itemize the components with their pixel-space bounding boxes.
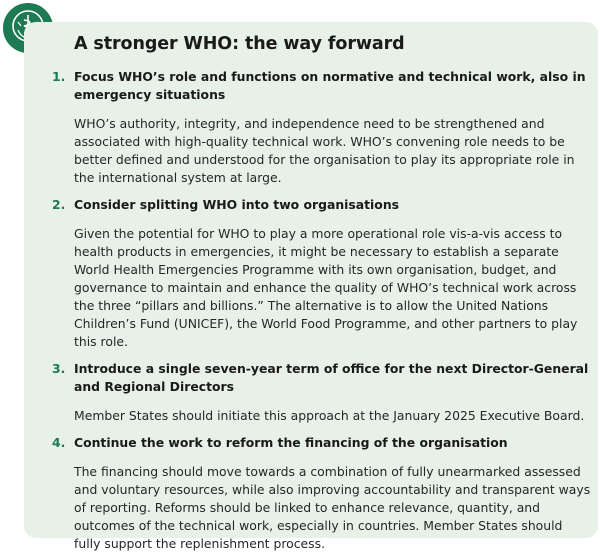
item-body: Member States should initiate this approach at the January 2025 Executive Board. xyxy=(74,408,585,423)
item-body: The financing should move towards a combination of fully unearmarked assessed and voluntary resources, while also improving accountability and transparent ways of reporting. Reforms should be linked to enhance relevance, quantity, and outcomes of the technical work, especially in countries. Member States should fully support the replenishment process. xyxy=(74,464,591,551)
page-title: A stronger WHO: the way forward xyxy=(74,34,405,54)
item-heading: Continue the work to reform the financing of the organisation xyxy=(74,435,508,450)
list-item xyxy=(52,360,592,425)
item-heading: Introduce a single seven-year term of office for the next Director-General and Regional Directors xyxy=(74,361,589,394)
item-heading: Focus WHO’s role and functions on normative and technical work, also in emergency situations xyxy=(74,69,586,102)
list-item xyxy=(52,434,592,553)
item-body: Given the potential for WHO to play a more operational role vis-a-vis access to health products in emergencies, it might be necessary to establish a separate World Health Emergencies Programme with its own organisation, budget, and governance to maintain and enhance the quality of WHO’s technical work across the three “pillars and billions.” The alternative is to allow the United Nations Children’s Fund (UNICEF), the World Food Programme, and other partners to play this role. xyxy=(74,226,578,349)
item-number: 1. xyxy=(52,69,66,84)
item-number: 4. xyxy=(52,435,66,450)
item-heading: Consider splitting WHO into two organisations xyxy=(74,197,400,212)
list-item xyxy=(52,196,592,351)
item-number: 3. xyxy=(52,361,66,376)
list-item xyxy=(52,68,592,187)
item-number: 2. xyxy=(52,197,66,212)
recommendation-list xyxy=(52,68,592,553)
item-body: WHO’s authority, integrity, and independence need to be strengthened and associated with high-quality technical work. WHO’s convening role needs to be better defined and understood for the organisation to play its appropriate role in the international system at large. xyxy=(74,116,575,185)
